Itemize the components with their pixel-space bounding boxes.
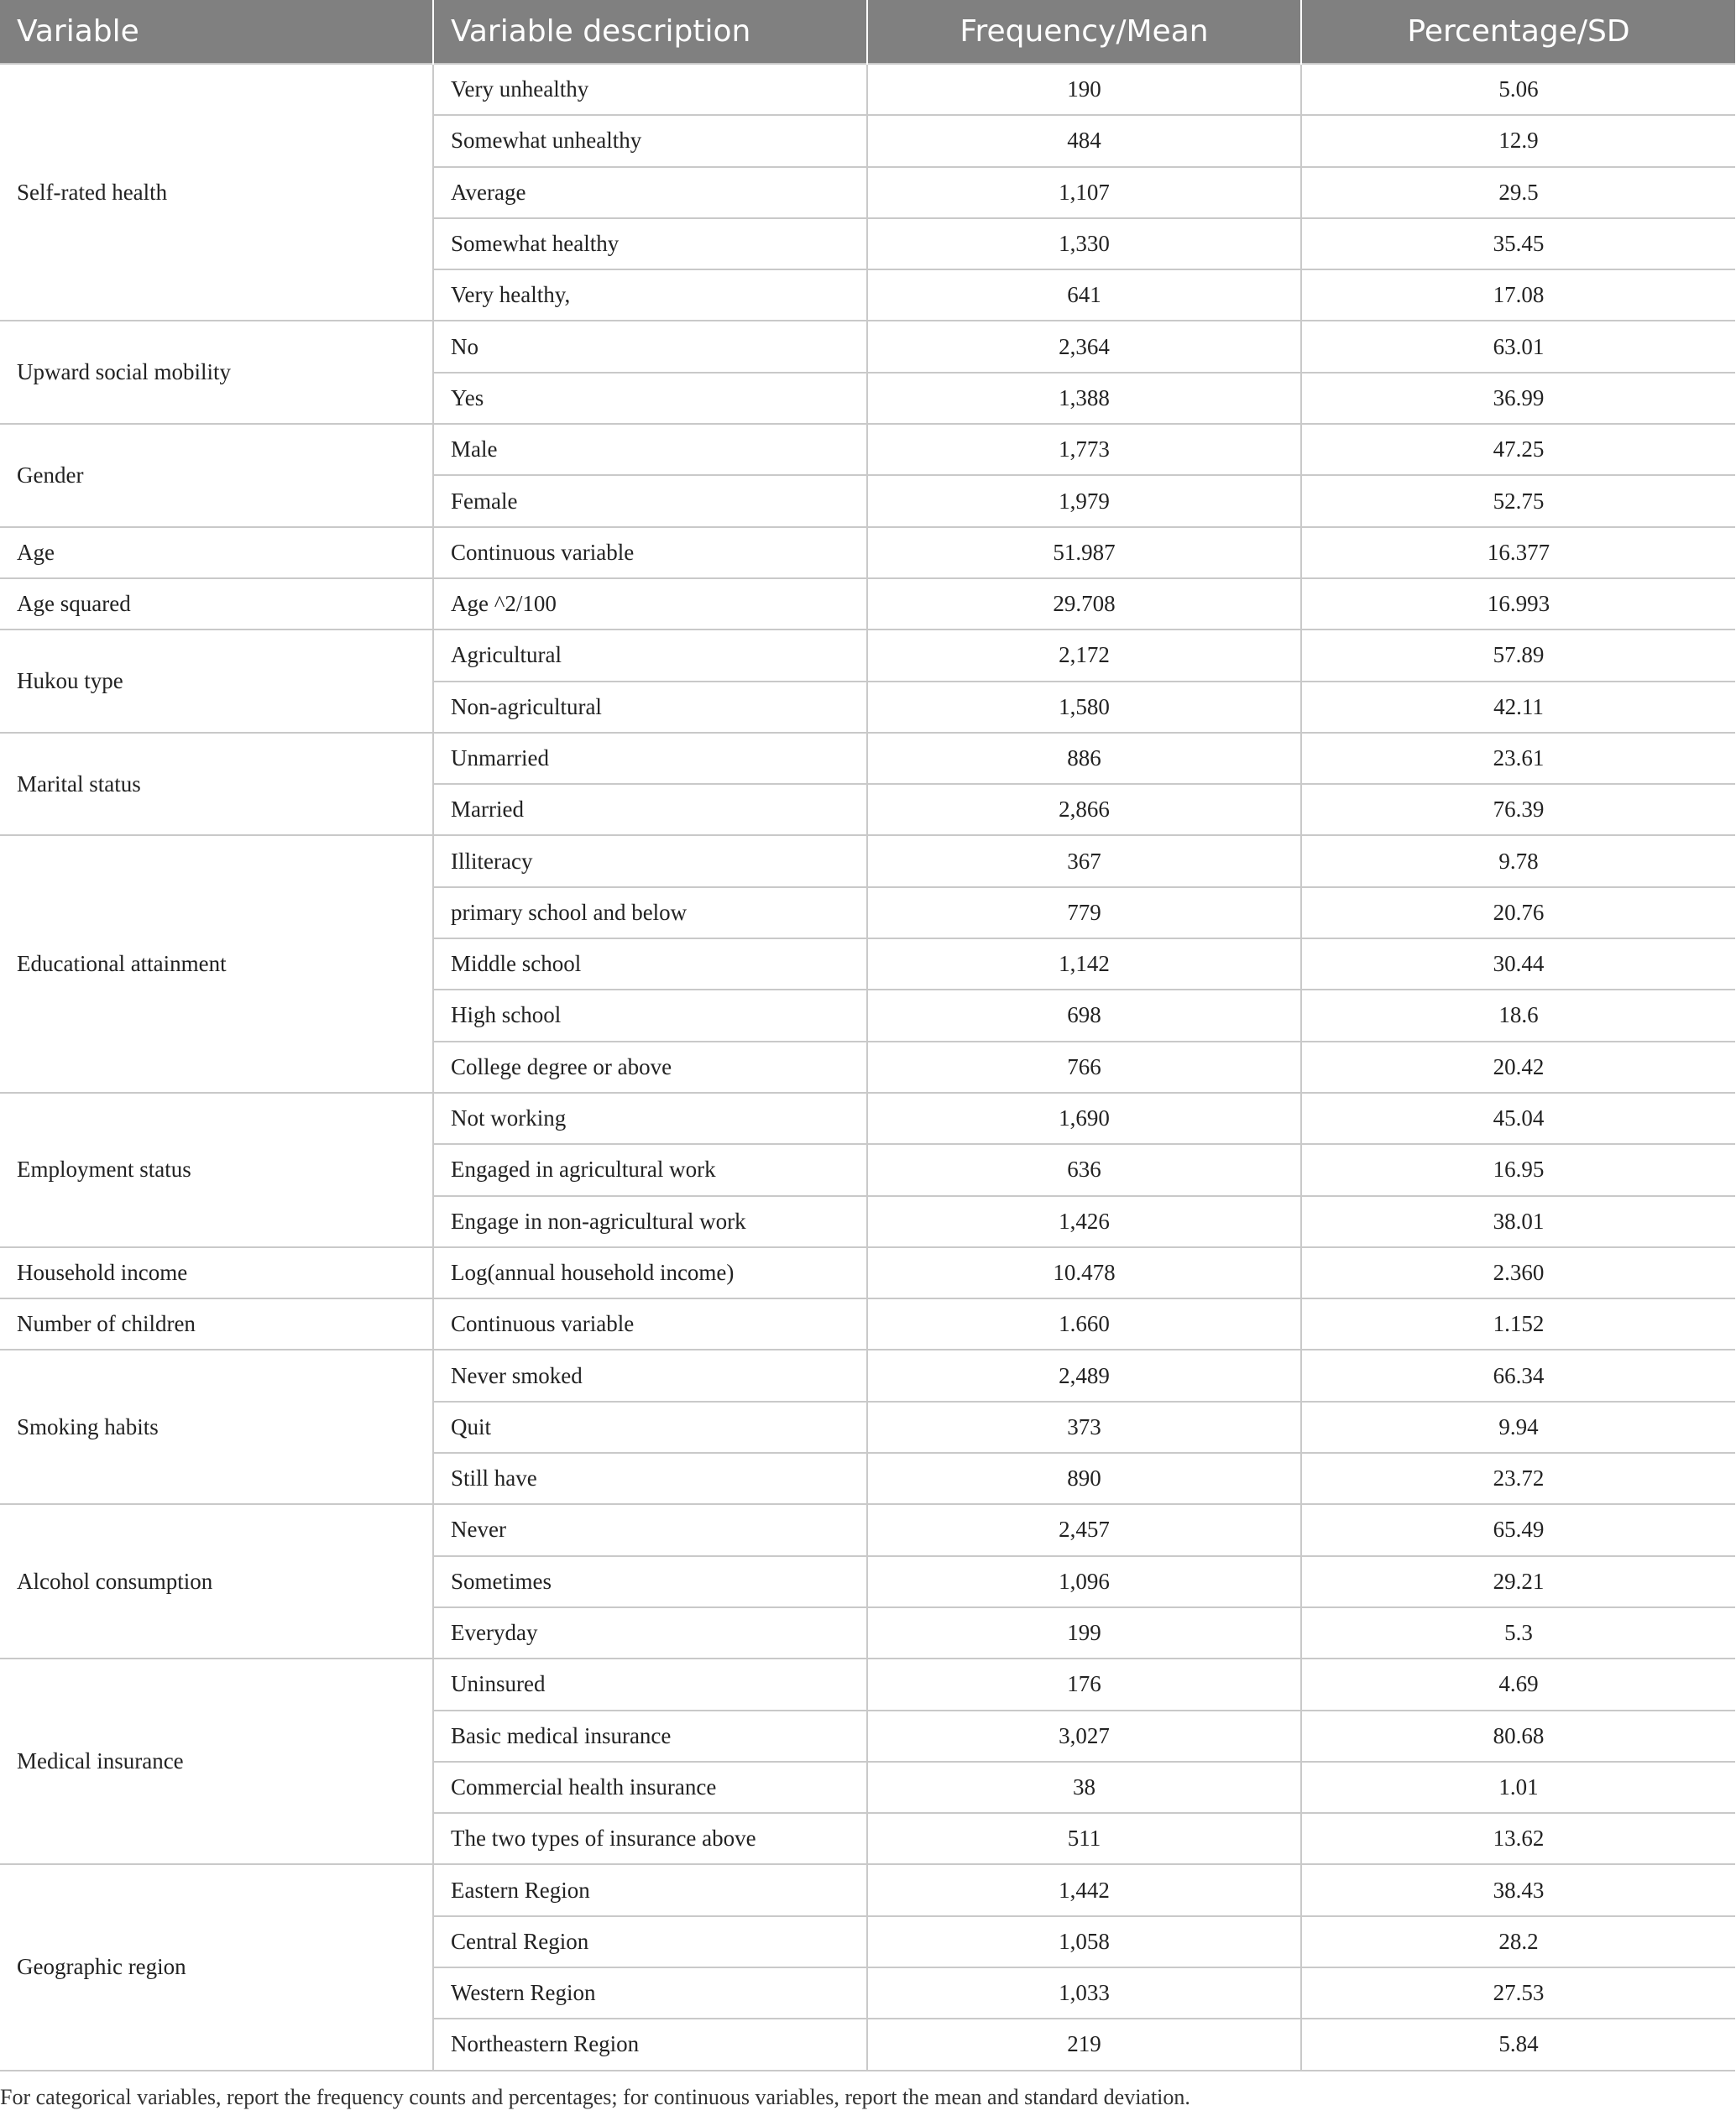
percentage-sd-cell: 16.993	[1301, 578, 1735, 630]
table-row	[0, 1350, 1735, 1401]
table-row	[0, 578, 1735, 630]
percentage-sd-cell: 63.01	[1301, 321, 1735, 372]
variable-description-cell: Somewhat healthy	[433, 218, 867, 269]
variable-cell: Smoking habits	[0, 1350, 433, 1504]
frequency-mean-cell: 190	[867, 64, 1301, 115]
variable-description-cell: Married	[433, 784, 867, 835]
variable-cell: Alcohol consumption	[0, 1504, 433, 1659]
frequency-mean-cell: 1,580	[867, 682, 1301, 733]
frequency-mean-cell: 1,979	[867, 475, 1301, 526]
frequency-mean-cell: 766	[867, 1042, 1301, 1093]
percentage-sd-cell: 23.72	[1301, 1453, 1735, 1504]
table-row	[0, 1504, 1735, 1555]
table-row	[0, 1659, 1735, 1710]
percentage-sd-cell: 76.39	[1301, 784, 1735, 835]
variable-description-cell: Female	[433, 475, 867, 526]
variable-description-cell: Basic medical insurance	[433, 1711, 867, 1762]
variable-description-cell: Continuous variable	[433, 527, 867, 578]
percentage-sd-cell: 16.377	[1301, 527, 1735, 578]
frequency-mean-cell: 3,027	[867, 1711, 1301, 1762]
variable-description-cell: Uninsured	[433, 1659, 867, 1710]
variable-description-cell: Continuous variable	[433, 1298, 867, 1350]
table-row	[0, 424, 1735, 475]
table-row	[0, 527, 1735, 578]
frequency-mean-cell: 1,690	[867, 1093, 1301, 1144]
percentage-sd-cell: 23.61	[1301, 733, 1735, 784]
variable-description-cell: Never	[433, 1504, 867, 1555]
frequency-mean-cell: 199	[867, 1607, 1301, 1659]
variable-description-cell: Yes	[433, 373, 867, 424]
variable-cell: Educational attainment	[0, 835, 433, 1092]
variable-description-cell: Somewhat unhealthy	[433, 115, 867, 166]
frequency-mean-cell: 1,330	[867, 218, 1301, 269]
variable-cell: Upward social mobility	[0, 321, 433, 424]
variable-description-cell: Log(annual household income)	[433, 1247, 867, 1298]
percentage-sd-cell: 36.99	[1301, 373, 1735, 424]
percentage-sd-cell: 16.95	[1301, 1144, 1735, 1195]
table-row	[0, 64, 1735, 115]
variable-description-cell: Engaged in agricultural work	[433, 1144, 867, 1195]
variable-description-cell: Northeastern Region	[433, 2019, 867, 2070]
table-footnote: For categorical variables, report the frequency counts and percentages; for continuous variables, report the mean and standard deviation.	[0, 2085, 1190, 2109]
variable-description-cell: Average	[433, 167, 867, 218]
percentage-sd-cell: 18.6	[1301, 990, 1735, 1041]
percentage-sd-cell: 9.78	[1301, 835, 1735, 886]
frequency-mean-cell: 698	[867, 990, 1301, 1041]
variable-cell: Self-rated health	[0, 64, 433, 321]
frequency-mean-cell: 10.478	[867, 1247, 1301, 1298]
variable-description-cell: Non-agricultural	[433, 682, 867, 733]
percentage-sd-cell: 38.01	[1301, 1196, 1735, 1247]
table-row	[0, 1864, 1735, 1915]
variable-description-cell: Engage in non-agricultural work	[433, 1196, 867, 1247]
percentage-sd-cell: 65.49	[1301, 1504, 1735, 1555]
variable-description-cell: Very healthy,	[433, 269, 867, 321]
variable-cell: Number of children	[0, 1298, 433, 1350]
variable-description-cell: The two types of insurance above	[433, 1813, 867, 1864]
frequency-mean-cell: 1,107	[867, 167, 1301, 218]
frequency-mean-cell: 2,364	[867, 321, 1301, 372]
variable-description-cell: Eastern Region	[433, 1864, 867, 1915]
variable-description-cell: College degree or above	[433, 1042, 867, 1093]
percentage-sd-cell: 9.94	[1301, 1402, 1735, 1453]
frequency-mean-cell: 219	[867, 2019, 1301, 2070]
percentage-sd-cell: 45.04	[1301, 1093, 1735, 1144]
frequency-mean-cell: 2,489	[867, 1350, 1301, 1401]
variable-description-cell: Central Region	[433, 1916, 867, 1967]
frequency-mean-cell: 2,172	[867, 630, 1301, 681]
variable-description-cell: Agricultural	[433, 630, 867, 681]
percentage-sd-cell: 27.53	[1301, 1967, 1735, 2019]
variable-cell: Age	[0, 527, 433, 578]
percentage-sd-cell: 29.21	[1301, 1556, 1735, 1607]
header-variable-description: Variable description	[433, 0, 867, 64]
variable-description-cell: Sometimes	[433, 1556, 867, 1607]
percentage-sd-cell: 28.2	[1301, 1916, 1735, 1967]
frequency-mean-cell: 367	[867, 835, 1301, 886]
table-header	[0, 0, 1735, 64]
frequency-mean-cell: 1,442	[867, 1864, 1301, 1915]
frequency-mean-cell: 484	[867, 115, 1301, 166]
percentage-sd-cell: 5.84	[1301, 2019, 1735, 2070]
frequency-mean-cell: 51.987	[867, 527, 1301, 578]
frequency-mean-cell: 1.660	[867, 1298, 1301, 1350]
frequency-mean-cell: 1,096	[867, 1556, 1301, 1607]
variable-description-cell: Western Region	[433, 1967, 867, 2019]
header-percentage-sd: Percentage/SD	[1301, 0, 1735, 64]
variable-description-cell: High school	[433, 990, 867, 1041]
table-row	[0, 630, 1735, 681]
table-row	[0, 1093, 1735, 1144]
header-frequency-mean: Frequency/Mean	[867, 0, 1301, 64]
percentage-sd-cell: 20.76	[1301, 887, 1735, 938]
frequency-mean-cell: 373	[867, 1402, 1301, 1453]
frequency-mean-cell: 176	[867, 1659, 1301, 1710]
percentage-sd-cell: 80.68	[1301, 1711, 1735, 1762]
percentage-sd-cell: 38.43	[1301, 1864, 1735, 1915]
header-variable: Variable	[0, 0, 433, 64]
frequency-mean-cell: 886	[867, 733, 1301, 784]
percentage-sd-cell: 66.34	[1301, 1350, 1735, 1401]
variable-description-cell: No	[433, 321, 867, 372]
frequency-mean-cell: 1,058	[867, 1916, 1301, 1967]
frequency-mean-cell: 2,457	[867, 1504, 1301, 1555]
table-row	[0, 835, 1735, 886]
variable-cell: Age squared	[0, 578, 433, 630]
percentage-sd-cell: 12.9	[1301, 115, 1735, 166]
table-row	[0, 1247, 1735, 1298]
frequency-mean-cell: 1,142	[867, 938, 1301, 990]
percentage-sd-cell: 29.5	[1301, 167, 1735, 218]
frequency-mean-cell: 1,773	[867, 424, 1301, 475]
percentage-sd-cell: 5.3	[1301, 1607, 1735, 1659]
percentage-sd-cell: 52.75	[1301, 475, 1735, 526]
variable-description-cell: Everyday	[433, 1607, 867, 1659]
frequency-mean-cell: 38	[867, 1762, 1301, 1813]
variable-cell: Geographic region	[0, 1864, 433, 2070]
percentage-sd-cell: 13.62	[1301, 1813, 1735, 1864]
percentage-sd-cell: 42.11	[1301, 682, 1735, 733]
percentage-sd-cell: 17.08	[1301, 269, 1735, 321]
variable-description-cell: Not working	[433, 1093, 867, 1144]
percentage-sd-cell: 2.360	[1301, 1247, 1735, 1298]
frequency-mean-cell: 29.708	[867, 578, 1301, 630]
percentage-sd-cell: 30.44	[1301, 938, 1735, 990]
variable-description-cell: Very unhealthy	[433, 64, 867, 115]
variable-description-cell: Unmarried	[433, 733, 867, 784]
frequency-mean-cell: 1,388	[867, 373, 1301, 424]
variable-description-cell: Commercial health insurance	[433, 1762, 867, 1813]
table-row	[0, 321, 1735, 372]
percentage-sd-cell: 47.25	[1301, 424, 1735, 475]
variable-description-cell: Age ^2/100	[433, 578, 867, 630]
frequency-mean-cell: 636	[867, 1144, 1301, 1195]
frequency-mean-cell: 2,866	[867, 784, 1301, 835]
variable-description-cell: Male	[433, 424, 867, 475]
variable-cell: Medical insurance	[0, 1659, 433, 1864]
percentage-sd-cell: 5.06	[1301, 64, 1735, 115]
frequency-mean-cell: 641	[867, 269, 1301, 321]
percentage-sd-cell: 35.45	[1301, 218, 1735, 269]
variable-cell: Marital status	[0, 733, 433, 836]
frequency-mean-cell: 511	[867, 1813, 1301, 1864]
variable-description-cell: Quit	[433, 1402, 867, 1453]
percentage-sd-cell: 57.89	[1301, 630, 1735, 681]
frequency-mean-cell: 1,426	[867, 1196, 1301, 1247]
variable-cell: Household income	[0, 1247, 433, 1298]
variable-description-cell: Middle school	[433, 938, 867, 990]
frequency-mean-cell: 1,033	[867, 1967, 1301, 2019]
table-row	[0, 733, 1735, 784]
variable-description-cell: Illiteracy	[433, 835, 867, 886]
variable-cell: Gender	[0, 424, 433, 527]
percentage-sd-cell: 1.01	[1301, 1762, 1735, 1813]
variable-description-cell: Never smoked	[433, 1350, 867, 1401]
percentage-sd-cell: 1.152	[1301, 1298, 1735, 1350]
header-row	[0, 0, 1735, 64]
variable-cell: Hukou type	[0, 630, 433, 733]
percentage-sd-cell: 20.42	[1301, 1042, 1735, 1093]
table-body	[0, 64, 1735, 2071]
variable-description-cell: primary school and below	[433, 887, 867, 938]
frequency-mean-cell: 779	[867, 887, 1301, 938]
frequency-mean-cell: 890	[867, 1453, 1301, 1504]
table-row	[0, 1298, 1735, 1350]
variable-cell: Employment status	[0, 1093, 433, 1247]
variable-description-cell: Still have	[433, 1453, 867, 1504]
percentage-sd-cell: 4.69	[1301, 1659, 1735, 1710]
